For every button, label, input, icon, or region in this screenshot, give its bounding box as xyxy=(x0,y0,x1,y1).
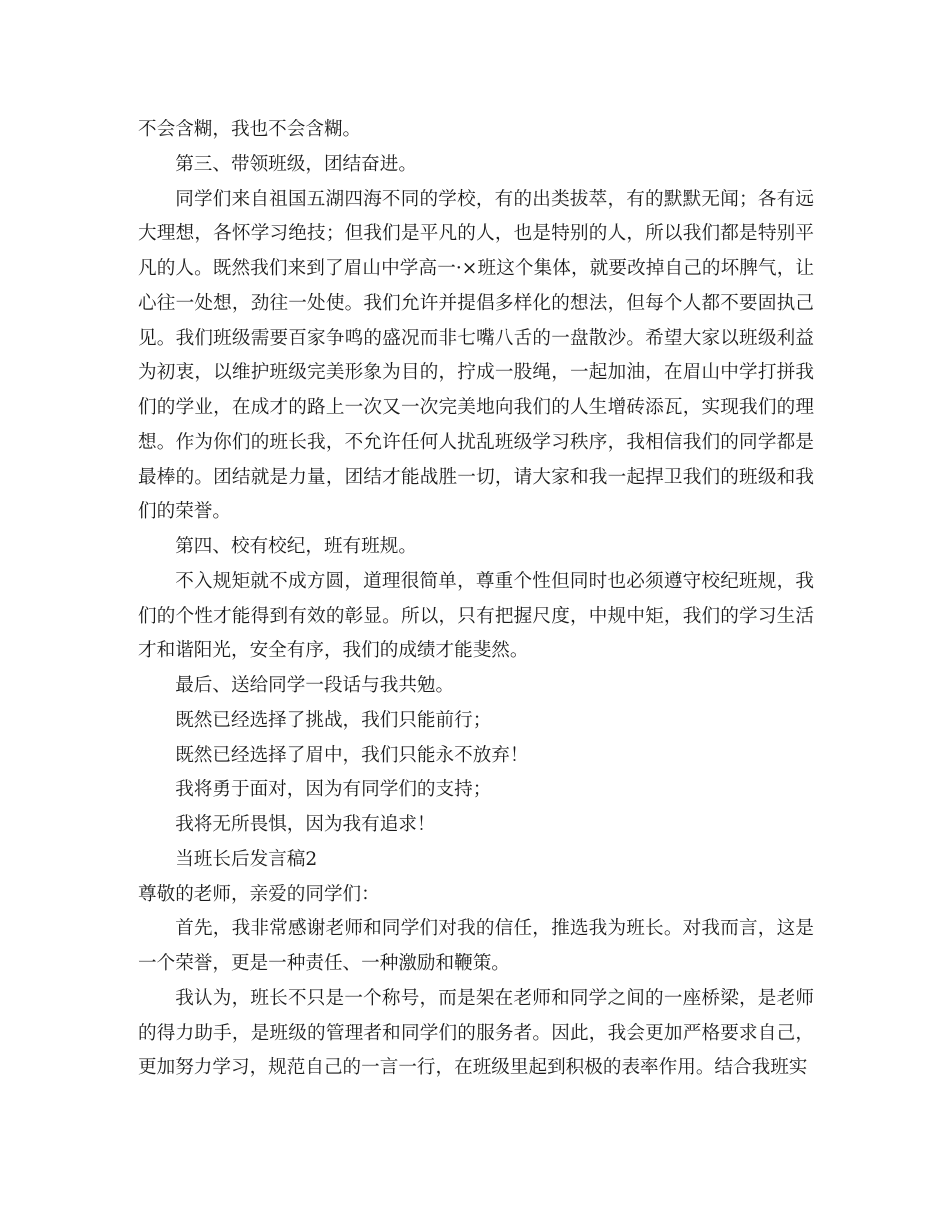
paragraph: 同学们来自祖国五湖四海不同的学校，有的出类拔萃，有的默默无闻；各有远大理想，各怀学习绝技；但我们是平凡的人，也是特别的人，所以我们都是特别平凡的人。既然我们来到了眉山中学高一·×班这个集体，就要改掉自己的坏脾气，让心往一处想，劲往一处使。我们允许并提倡多样化的想法，但每个人都不要固执己见。我们班级需要百家争鸣的盛况而非七嘴八舌的一盘散沙。希望大家以班级利益为初衷，以维护班级完美形象为目的，拧成一股绳，一起加油，在眉山中学打拼我们的学业，在成才的路上一次又一次完美地向我们的人生增砖添瓦，实现我们的理想。作为你们的班长我，不允许任何人扰乱班级学习秩序，我相信我们的同学都是最棒的。团结就是力量，团结才能战胜一切，请大家和我一起捍卫我们的班级和我们的荣誉。 xyxy=(138,188,814,523)
section-heading: 第四、校有校纪，班有班规。 xyxy=(175,536,417,557)
paragraph: 不入规矩就不成方圆，道理很简单，尊重个性但同时也必须遵守校纪班规，我们的个性才能得到有效的彰显。所以，只有把握尺度，中规中矩，我们的学习生活才和谐阳光，安全有序，我们的成绩才能斐然。 xyxy=(138,570,814,662)
document-body xyxy=(138,113,814,1086)
paragraph: 首先，我非常感谢老师和同学们对我的信任，推选我为班长。对我而言，这是一个荣誉，更是一种责任、一种激励和鞭策。 xyxy=(138,918,814,974)
speech-title: 当班长后发言稿2 xyxy=(175,848,318,870)
paragraph: 我认为，班长不只是一个称号，而是架在老师和同学之间的一座桥梁，是老师的得力助手，是班级的管理者和同学们的服务者。因此，我会更加严格要求自己，更加努力学习，规范自己的一言一行，在班级里起到积极的表率作用。结合我班实 xyxy=(138,987,814,1079)
paragraph: 不会含糊，我也不会含糊。 xyxy=(138,119,362,140)
verse-line: 既然已经选择了眉中，我们只能永不放弃！ xyxy=(175,744,529,766)
verse-line: 我将勇于面对，因为有同学们的支持； xyxy=(175,779,492,801)
verse-line: 既然已经选择了挑战，我们只能前行； xyxy=(175,709,492,731)
salutation: 尊敬的老师，亲爱的同学们： xyxy=(138,883,380,905)
paragraph: 最后、送给同学一段话与我共勉。 xyxy=(175,675,455,696)
section-heading: 第三、带领班级，团结奋进。 xyxy=(175,153,417,175)
verse-line: 我将无所畏惧，因为我有追求！ xyxy=(175,814,436,835)
